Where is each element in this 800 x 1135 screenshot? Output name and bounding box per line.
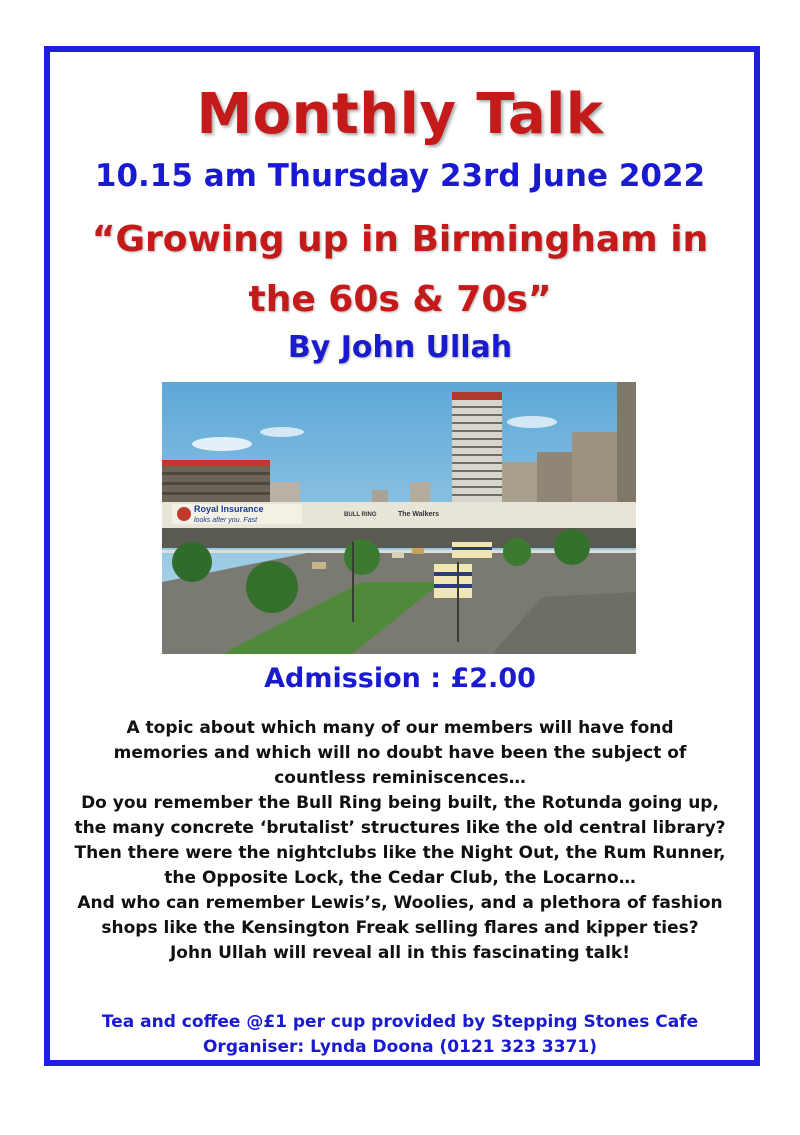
- organiser-contact: Organiser: Lynda Doona (0121 323 3371): [202, 1037, 598, 1057]
- refreshments-note: Tea and coffee @£1 per cup provided by Stepping Stones Cafe: [101, 1012, 699, 1032]
- speaker-name: By John Ullah: [287, 330, 513, 365]
- talk-title: [60, 210, 740, 330]
- description-line: shops like the Kensington Freak selling flares and kipper ties?: [101, 918, 699, 938]
- birmingham-photo: [162, 382, 636, 654]
- description-line: Do you remember the Bull Ring being built, the Rotunda going up,: [81, 793, 719, 813]
- talk-description: [60, 716, 740, 966]
- description-line: the many concrete ‘brutalist’ structures like the old central library?: [74, 818, 726, 838]
- royal-insurance-tagline: looks after you. Fast: [194, 517, 258, 524]
- page-title: Monthly Talk: [196, 82, 604, 147]
- talk-title-line: “Growing up in Birmingham in: [91, 219, 709, 260]
- description-line: John Ullah will reveal all in this fascinating talk!: [169, 943, 630, 963]
- description-line: A topic about which many of our members will have fond: [126, 718, 674, 738]
- birmingham-photo-illustration: [162, 382, 636, 654]
- talk-title-line: the 60s & 70s”: [248, 279, 552, 320]
- description-line: countless reminiscences…: [274, 768, 526, 788]
- description-line: memories and which will no doubt have been the subject of: [113, 743, 687, 763]
- royal-insurance-sign: Royal Insurance: [194, 504, 264, 514]
- description-line: And who can remember Lewis’s, Woolies, and a plethora of fashion: [77, 893, 723, 913]
- description-line: the Opposite Lock, the Cedar Club, the Locarno…: [164, 868, 636, 888]
- admission-price: Admission : £2.00: [264, 663, 536, 694]
- bullring-sign: BULL RING: [344, 512, 377, 518]
- walkers-sign: The Walkers: [398, 511, 439, 518]
- event-date: 10.15 am Thursday 23rd June 2022: [94, 158, 706, 194]
- footer: [60, 1010, 740, 1060]
- description-line: Then there were the nightclubs like the Night Out, the Rum Runner,: [74, 843, 726, 863]
